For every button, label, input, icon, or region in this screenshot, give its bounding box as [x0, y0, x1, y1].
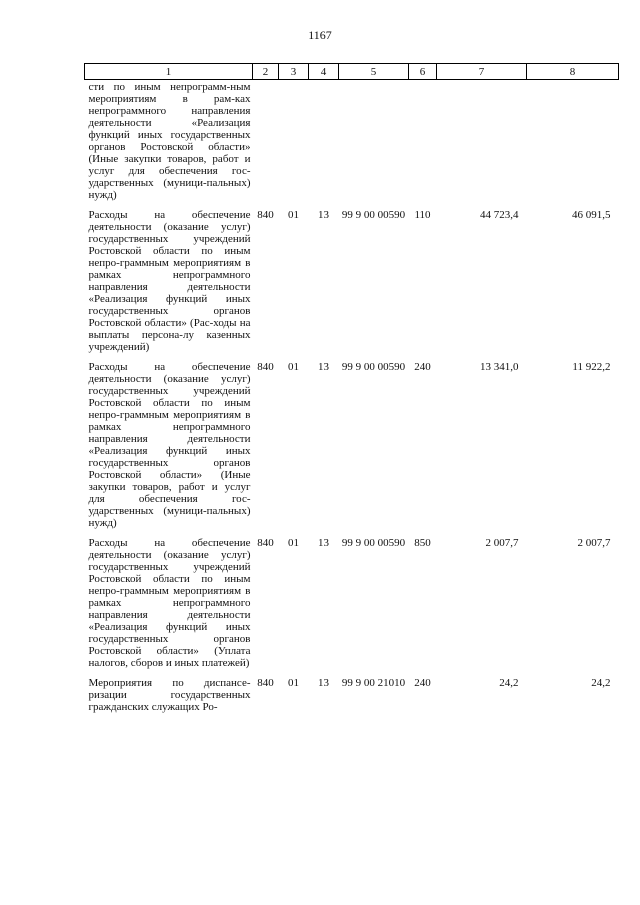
cell-amount-8: 11 922,2 [572, 361, 611, 373]
cell-code-3 [279, 80, 309, 210]
column-header: 8 [527, 64, 619, 80]
row-description: Расходы на обеспечение деятельности (оказание услуг) государственных учреждений Ростовской области по иным непро-граммным мероприятиям в рамках непрограммного направления деятельности «Реализация функций иных государственных органов Ростовской области» (Иные закупки товаров, работ и услуг для обеспечения гос-ударственных (муници-пальных) нужд) [88, 361, 251, 529]
cell-code-2 [253, 80, 279, 210]
cell-code-6: 110 [414, 209, 431, 221]
table-row [85, 361, 619, 537]
row-description: Мероприятия по диспансе-ризации государственных гражданских служащих Ро- [88, 677, 251, 713]
cell-amount-8: 24,2 [591, 677, 611, 689]
column-header: 5 [339, 64, 409, 80]
table-row [85, 80, 619, 210]
cell-code-5: 99 9 00 21010 [341, 677, 406, 689]
cell-code-5: 99 9 00 00590 [341, 361, 406, 373]
row-description: Расходы на обеспечение деятельности (оказание услуг) государственных учреждений Ростовской области по иным непро-граммным мероприятиям в рамках непрограммного направления деятельности «Реализация функций иных государственных органов Ростовской области» (Рас-ходы на выплаты персона-лу казенных учреждений) [88, 209, 251, 353]
cell-code-4: 13 [318, 537, 329, 549]
cell-code-6 [409, 80, 437, 210]
cell-amount-8: 2 007,7 [577, 537, 611, 549]
column-header: 6 [409, 64, 437, 80]
table-row [85, 209, 619, 361]
cell-code-4: 13 [318, 677, 329, 689]
cell-code-4: 13 [318, 209, 329, 221]
cell-code-3: 01 [288, 537, 299, 549]
column-header: 3 [279, 64, 309, 80]
cell-code-3: 01 [288, 361, 299, 373]
cell-code-2: 840 [257, 537, 274, 549]
cell-code-6: 240 [414, 361, 431, 373]
table-row [85, 677, 619, 713]
column-header: 2 [253, 64, 279, 80]
cell-amount-7 [437, 80, 527, 210]
cell-code-5: 99 9 00 00590 [341, 209, 406, 221]
cell-amount-7: 2 007,7 [485, 537, 519, 549]
budget-table [84, 63, 619, 713]
cell-code-5 [339, 80, 409, 210]
column-header: 7 [437, 64, 527, 80]
cell-amount-8 [527, 80, 619, 210]
cell-code-4 [309, 80, 339, 210]
cell-code-3: 01 [288, 209, 299, 221]
cell-code-3: 01 [288, 677, 299, 689]
table-header-row [85, 64, 619, 80]
cell-code-2: 840 [257, 677, 274, 689]
cell-amount-8: 46 091,5 [572, 209, 611, 221]
column-header: 4 [309, 64, 339, 80]
cell-code-4: 13 [318, 361, 329, 373]
column-header: 1 [85, 64, 253, 80]
cell-code-5: 99 9 00 00590 [341, 537, 406, 549]
cell-code-6: 850 [414, 537, 431, 549]
cell-amount-7: 44 723,4 [480, 209, 519, 221]
row-description: Расходы на обеспечение деятельности (оказание услуг) государственных учреждений Ростовской области по иным непро-граммным мероприятиям в рамках непрограммного направления деятельности «Реализация функций иных государственных органов Ростовской области» (Уплата налогов, сборов и иных платежей) [88, 537, 251, 669]
page-number: 1167 [308, 28, 332, 42]
cell-amount-7: 13 341,0 [480, 361, 519, 373]
cell-amount-7: 24,2 [499, 677, 519, 689]
table-row [85, 537, 619, 677]
row-description: сти по иным непрограмм-ным мероприятиям в рам-ках непрограммного направления деятельности «Реализация функций иных государственных органов Ростовской области» (Иные закупки товаров, работ и услуг для обеспечения гос-ударственных (муници-пальных) нужд) [88, 81, 251, 201]
cell-code-6: 240 [414, 677, 431, 689]
cell-code-2: 840 [257, 209, 274, 221]
cell-code-2: 840 [257, 361, 274, 373]
